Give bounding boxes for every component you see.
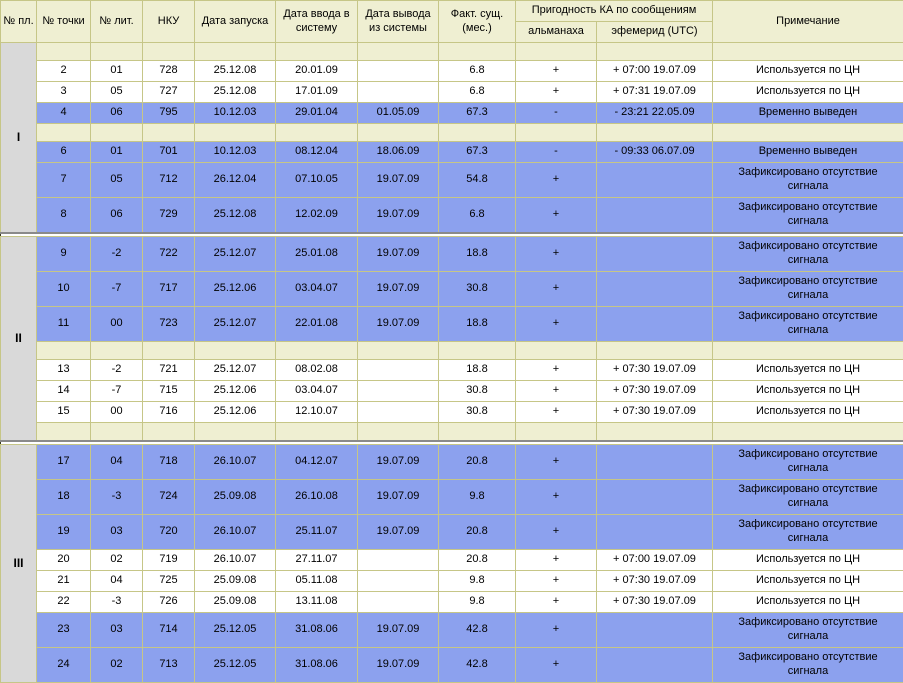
- cell-lit: 05: [91, 163, 143, 198]
- cell-exit: 18.06.09: [358, 142, 439, 163]
- cell-point: 2: [37, 61, 91, 82]
- cell-ephemeris: + 07:00 19.07.09: [597, 550, 713, 571]
- empty-cell: [713, 342, 903, 360]
- cell-entry: 25.11.07: [276, 515, 358, 550]
- cell-lit: 06: [91, 198, 143, 234]
- satellite-row-6: [1, 142, 903, 163]
- col-header-ephemeris: эфемерид (UTC): [597, 22, 713, 43]
- cell-ephemeris: [597, 648, 713, 683]
- cell-exit: 19.07.09: [358, 480, 439, 515]
- col-header-suitability: Пригодность КА по сообщениям: [516, 1, 713, 22]
- satellite-row-8: [1, 198, 903, 234]
- cell-point: 9: [37, 237, 91, 272]
- cell-life: 20.8: [439, 445, 516, 480]
- cell-launch: 25.12.06: [195, 381, 276, 402]
- cell-almanac: +: [516, 592, 597, 613]
- cell-life: 30.8: [439, 402, 516, 423]
- cell-entry: 31.08.06: [276, 613, 358, 648]
- empty-cell: [276, 342, 358, 360]
- cell-note: Зафиксировано отсутствие сигнала: [713, 648, 903, 683]
- cell-ephemeris: + 07:31 19.07.09: [597, 82, 713, 103]
- header-row-1: [1, 1, 903, 22]
- empty-cell: [358, 342, 439, 360]
- satellite-row-4: [1, 103, 903, 124]
- cell-note: Зафиксировано отсутствие сигнала: [713, 272, 903, 307]
- cell-launch: 10.12.03: [195, 103, 276, 124]
- cell-point: 18: [37, 480, 91, 515]
- cell-entry: 17.01.09: [276, 82, 358, 103]
- cell-point: 4: [37, 103, 91, 124]
- empty-cell: [276, 43, 358, 61]
- cell-lit: 01: [91, 142, 143, 163]
- empty-cell: [597, 423, 713, 442]
- cell-entry: 22.01.08: [276, 307, 358, 342]
- cell-launch: 25.12.06: [195, 272, 276, 307]
- cell-life: 18.8: [439, 237, 516, 272]
- table-body: [1, 43, 903, 683]
- cell-life: 30.8: [439, 381, 516, 402]
- cell-lit: -3: [91, 592, 143, 613]
- cell-nku: 725: [143, 571, 195, 592]
- cell-point: 14: [37, 381, 91, 402]
- empty-cell: [195, 43, 276, 61]
- cell-launch: 25.09.08: [195, 592, 276, 613]
- empty-cell: [516, 43, 597, 61]
- col-header-note: Примечание: [713, 1, 903, 43]
- satellite-row-2: [1, 61, 903, 82]
- cell-point: 7: [37, 163, 91, 198]
- cell-point: 24: [37, 648, 91, 683]
- col-header-nku: НКУ: [143, 1, 195, 43]
- empty-cell: [37, 423, 91, 442]
- cell-launch: 25.12.07: [195, 307, 276, 342]
- plane-label-III: III: [1, 445, 37, 683]
- empty-cell: [439, 43, 516, 61]
- cell-note: Используется по ЦН: [713, 550, 903, 571]
- cell-almanac: -: [516, 103, 597, 124]
- cell-launch: 25.12.07: [195, 360, 276, 381]
- cell-almanac: +: [516, 480, 597, 515]
- cell-lit: -3: [91, 480, 143, 515]
- empty-cell: [195, 423, 276, 442]
- cell-note: Зафиксировано отсутствие сигнала: [713, 515, 903, 550]
- empty-cell: [597, 124, 713, 142]
- empty-cell: [143, 43, 195, 61]
- cell-ephemeris: - 23:21 22.05.09: [597, 103, 713, 124]
- cell-note: Зафиксировано отсутствие сигнала: [713, 163, 903, 198]
- cell-note: Зафиксировано отсутствие сигнала: [713, 445, 903, 480]
- cell-ephemeris: + 07:30 19.07.09: [597, 592, 713, 613]
- cell-almanac: +: [516, 163, 597, 198]
- satellite-row-15: [1, 402, 903, 423]
- cell-launch: 25.12.08: [195, 82, 276, 103]
- empty-cell: [143, 423, 195, 442]
- cell-point: 11: [37, 307, 91, 342]
- cell-exit: [358, 381, 439, 402]
- cell-almanac: +: [516, 550, 597, 571]
- empty-cell: [597, 43, 713, 61]
- cell-life: 20.8: [439, 515, 516, 550]
- col-header-entry-date: Дата ввода в систему: [276, 1, 358, 43]
- cell-lit: -2: [91, 237, 143, 272]
- satellite-row-7: [1, 163, 903, 198]
- cell-entry: 25.01.08: [276, 237, 358, 272]
- cell-lit: 02: [91, 648, 143, 683]
- cell-nku: 728: [143, 61, 195, 82]
- cell-exit: [358, 360, 439, 381]
- cell-note: Зафиксировано отсутствие сигнала: [713, 307, 903, 342]
- cell-exit: [358, 550, 439, 571]
- cell-ephemeris: [597, 307, 713, 342]
- cell-lit: -7: [91, 272, 143, 307]
- cell-nku: 724: [143, 480, 195, 515]
- cell-point: 6: [37, 142, 91, 163]
- cell-note: Зафиксировано отсутствие сигнала: [713, 198, 903, 234]
- cell-life: 6.8: [439, 61, 516, 82]
- cell-almanac: +: [516, 402, 597, 423]
- cell-life: 42.8: [439, 613, 516, 648]
- cell-nku: 727: [143, 82, 195, 103]
- cell-exit: [358, 61, 439, 82]
- satellite-row-19: [1, 515, 903, 550]
- cell-point: 15: [37, 402, 91, 423]
- cell-exit: 19.07.09: [358, 307, 439, 342]
- cell-exit: 19.07.09: [358, 515, 439, 550]
- satellite-row-18: [1, 480, 903, 515]
- cell-almanac: +: [516, 198, 597, 234]
- cell-almanac: +: [516, 61, 597, 82]
- cell-life: 18.8: [439, 360, 516, 381]
- empty-cell: [713, 423, 903, 442]
- cell-life: 9.8: [439, 571, 516, 592]
- empty-cell: [91, 342, 143, 360]
- col-header-letter: № лит.: [91, 1, 143, 43]
- empty-row: [1, 342, 903, 360]
- cell-almanac: +: [516, 571, 597, 592]
- satellite-row-14: [1, 381, 903, 402]
- cell-nku: 717: [143, 272, 195, 307]
- cell-launch: 25.12.05: [195, 613, 276, 648]
- satellite-row-11: [1, 307, 903, 342]
- cell-exit: 19.07.09: [358, 648, 439, 683]
- cell-point: 21: [37, 571, 91, 592]
- cell-point: 10: [37, 272, 91, 307]
- cell-life: 67.3: [439, 142, 516, 163]
- empty-cell: [37, 43, 91, 61]
- cell-almanac: +: [516, 237, 597, 272]
- cell-entry: 31.08.06: [276, 648, 358, 683]
- cell-note: Зафиксировано отсутствие сигнала: [713, 480, 903, 515]
- empty-cell: [195, 342, 276, 360]
- empty-cell: [439, 423, 516, 442]
- col-header-launch-date: Дата запуска: [195, 1, 276, 43]
- cell-ephemeris: [597, 445, 713, 480]
- cell-point: 23: [37, 613, 91, 648]
- cell-almanac: +: [516, 360, 597, 381]
- cell-point: 17: [37, 445, 91, 480]
- cell-almanac: +: [516, 445, 597, 480]
- cell-nku: 720: [143, 515, 195, 550]
- satellite-row-22: [1, 592, 903, 613]
- cell-nku: 722: [143, 237, 195, 272]
- plane-label-I: I: [1, 43, 37, 234]
- cell-note: Временно выведен: [713, 103, 903, 124]
- cell-lit: 04: [91, 571, 143, 592]
- empty-cell: [37, 124, 91, 142]
- cell-entry: 08.02.08: [276, 360, 358, 381]
- cell-ephemeris: - 09:33 06.07.09: [597, 142, 713, 163]
- cell-launch: 26.10.07: [195, 515, 276, 550]
- cell-lit: 04: [91, 445, 143, 480]
- empty-cell: [37, 342, 91, 360]
- cell-lit: -7: [91, 381, 143, 402]
- cell-point: 13: [37, 360, 91, 381]
- col-header-point: № точки: [37, 1, 91, 43]
- cell-ephemeris: [597, 272, 713, 307]
- cell-note: Используется по ЦН: [713, 360, 903, 381]
- cell-point: 22: [37, 592, 91, 613]
- col-header-exit-date: Дата вывода из системы: [358, 1, 439, 43]
- col-header-actual-life: Факт. сущ. (мес.): [439, 1, 516, 43]
- cell-lit: 00: [91, 307, 143, 342]
- empty-cell: [439, 124, 516, 142]
- cell-launch: 25.12.08: [195, 61, 276, 82]
- empty-cell: [358, 124, 439, 142]
- cell-life: 54.8: [439, 163, 516, 198]
- empty-cell: [276, 124, 358, 142]
- cell-entry: 03.04.07: [276, 381, 358, 402]
- cell-point: 19: [37, 515, 91, 550]
- cell-almanac: +: [516, 307, 597, 342]
- cell-ephemeris: + 07:30 19.07.09: [597, 381, 713, 402]
- cell-exit: 19.07.09: [358, 237, 439, 272]
- satellite-row-20: [1, 550, 903, 571]
- cell-entry: 12.02.09: [276, 198, 358, 234]
- cell-launch: 25.12.05: [195, 648, 276, 683]
- cell-note: Используется по ЦН: [713, 592, 903, 613]
- cell-point: 20: [37, 550, 91, 571]
- empty-cell: [143, 124, 195, 142]
- empty-row: [1, 43, 903, 61]
- satellite-row-3: [1, 82, 903, 103]
- table-header: [1, 1, 903, 43]
- cell-exit: 19.07.09: [358, 613, 439, 648]
- cell-entry: 04.12.07: [276, 445, 358, 480]
- cell-ephemeris: [597, 198, 713, 234]
- cell-lit: 00: [91, 402, 143, 423]
- cell-life: 30.8: [439, 272, 516, 307]
- cell-launch: 26.12.04: [195, 163, 276, 198]
- cell-life: 20.8: [439, 550, 516, 571]
- cell-ephemeris: + 07:30 19.07.09: [597, 360, 713, 381]
- cell-launch: 25.12.08: [195, 198, 276, 234]
- cell-exit: [358, 402, 439, 423]
- cell-exit: 19.07.09: [358, 445, 439, 480]
- cell-note: Зафиксировано отсутствие сигнала: [713, 613, 903, 648]
- cell-ephemeris: [597, 515, 713, 550]
- cell-lit: 03: [91, 515, 143, 550]
- empty-cell: [516, 124, 597, 142]
- empty-cell: [195, 124, 276, 142]
- cell-life: 6.8: [439, 82, 516, 103]
- cell-lit: 05: [91, 82, 143, 103]
- cell-note: Используется по ЦН: [713, 82, 903, 103]
- cell-almanac: +: [516, 381, 597, 402]
- cell-almanac: +: [516, 515, 597, 550]
- cell-lit: 06: [91, 103, 143, 124]
- empty-cell: [439, 342, 516, 360]
- cell-note: Используется по ЦН: [713, 571, 903, 592]
- cell-entry: 05.11.08: [276, 571, 358, 592]
- cell-ephemeris: + 07:30 19.07.09: [597, 402, 713, 423]
- cell-entry: 27.11.07: [276, 550, 358, 571]
- cell-life: 42.8: [439, 648, 516, 683]
- satellite-row-17: [1, 445, 903, 480]
- cell-life: 9.8: [439, 592, 516, 613]
- cell-note: Используется по ЦН: [713, 381, 903, 402]
- cell-nku: 726: [143, 592, 195, 613]
- cell-nku: 701: [143, 142, 195, 163]
- cell-exit: 19.07.09: [358, 163, 439, 198]
- satellite-row-9: [1, 237, 903, 272]
- plane-label-II: II: [1, 237, 37, 442]
- cell-nku: 718: [143, 445, 195, 480]
- satellite-row-10: [1, 272, 903, 307]
- cell-entry: 29.01.04: [276, 103, 358, 124]
- cell-launch: 26.10.07: [195, 445, 276, 480]
- empty-cell: [91, 43, 143, 61]
- cell-nku: 795: [143, 103, 195, 124]
- cell-launch: 26.10.07: [195, 550, 276, 571]
- satellite-row-21: [1, 571, 903, 592]
- cell-exit: [358, 82, 439, 103]
- cell-nku: 721: [143, 360, 195, 381]
- cell-nku: 712: [143, 163, 195, 198]
- cell-nku: 719: [143, 550, 195, 571]
- empty-cell: [713, 43, 903, 61]
- cell-lit: 03: [91, 613, 143, 648]
- cell-point: 3: [37, 82, 91, 103]
- cell-ephemeris: [597, 237, 713, 272]
- cell-almanac: +: [516, 82, 597, 103]
- cell-exit: 19.07.09: [358, 272, 439, 307]
- cell-entry: 20.01.09: [276, 61, 358, 82]
- empty-cell: [358, 43, 439, 61]
- cell-entry: 12.10.07: [276, 402, 358, 423]
- empty-cell: [358, 423, 439, 442]
- cell-ephemeris: + 07:30 19.07.09: [597, 571, 713, 592]
- empty-cell: [143, 342, 195, 360]
- cell-almanac: +: [516, 613, 597, 648]
- cell-exit: 01.05.09: [358, 103, 439, 124]
- empty-cell: [597, 342, 713, 360]
- col-header-almanac: альманаха: [516, 22, 597, 43]
- cell-almanac: +: [516, 272, 597, 307]
- empty-cell: [516, 342, 597, 360]
- empty-cell: [516, 423, 597, 442]
- cell-point: 8: [37, 198, 91, 234]
- cell-entry: 03.04.07: [276, 272, 358, 307]
- cell-lit: 01: [91, 61, 143, 82]
- cell-launch: 25.12.07: [195, 237, 276, 272]
- empty-cell: [276, 423, 358, 442]
- cell-entry: 13.11.08: [276, 592, 358, 613]
- cell-lit: 02: [91, 550, 143, 571]
- satellite-row-13: [1, 360, 903, 381]
- cell-life: 6.8: [439, 198, 516, 234]
- cell-launch: 10.12.03: [195, 142, 276, 163]
- cell-launch: 25.09.08: [195, 571, 276, 592]
- cell-life: 67.3: [439, 103, 516, 124]
- cell-launch: 25.09.08: [195, 480, 276, 515]
- cell-note: Зафиксировано отсутствие сигнала: [713, 237, 903, 272]
- col-header-plane: № пл.: [1, 1, 37, 43]
- cell-life: 9.8: [439, 480, 516, 515]
- cell-life: 18.8: [439, 307, 516, 342]
- cell-note: Временно выведен: [713, 142, 903, 163]
- cell-entry: 07.10.05: [276, 163, 358, 198]
- cell-note: Используется по ЦН: [713, 402, 903, 423]
- empty-cell: [91, 124, 143, 142]
- cell-exit: 19.07.09: [358, 198, 439, 234]
- cell-nku: 715: [143, 381, 195, 402]
- satellite-row-23: [1, 613, 903, 648]
- empty-row: [1, 124, 903, 142]
- cell-exit: [358, 571, 439, 592]
- cell-ephemeris: [597, 613, 713, 648]
- cell-nku: 729: [143, 198, 195, 234]
- cell-nku: 714: [143, 613, 195, 648]
- cell-note: Используется по ЦН: [713, 61, 903, 82]
- cell-nku: 716: [143, 402, 195, 423]
- empty-row: [1, 423, 903, 442]
- cell-ephemeris: + 07:00 19.07.09: [597, 61, 713, 82]
- cell-entry: 08.12.04: [276, 142, 358, 163]
- cell-ephemeris: [597, 163, 713, 198]
- cell-lit: -2: [91, 360, 143, 381]
- empty-cell: [713, 124, 903, 142]
- cell-exit: [358, 592, 439, 613]
- cell-entry: 26.10.08: [276, 480, 358, 515]
- cell-almanac: +: [516, 648, 597, 683]
- cell-nku: 713: [143, 648, 195, 683]
- cell-ephemeris: [597, 480, 713, 515]
- cell-almanac: -: [516, 142, 597, 163]
- cell-launch: 25.12.06: [195, 402, 276, 423]
- cell-nku: 723: [143, 307, 195, 342]
- empty-cell: [91, 423, 143, 442]
- satellite-row-24: [1, 648, 903, 683]
